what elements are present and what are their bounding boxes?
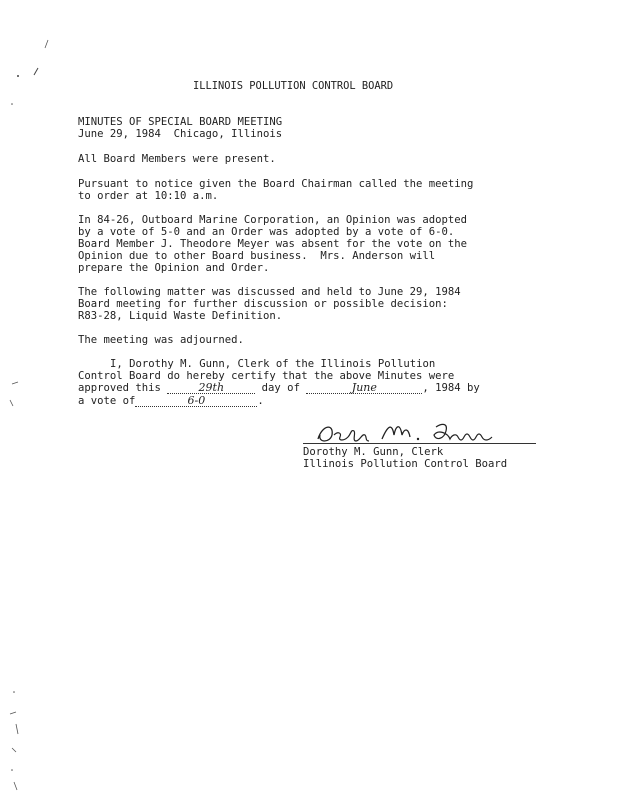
- vote-label: a vote of: [78, 395, 136, 407]
- signer-name: Dorothy M. Gunn, Clerk: [303, 446, 444, 458]
- signer-organization: Illinois Pollution Control Board: [303, 458, 508, 470]
- para3-line: Board meeting for further discussion or possible decision:: [78, 298, 448, 310]
- month-blank: June: [306, 382, 422, 394]
- day-of-label: day of: [255, 382, 307, 394]
- adjourned-text: The meeting was adjourned.: [78, 334, 244, 346]
- para2-line: by a vote of 5-0 and an Order was adopted by a vote of 6-0.: [78, 226, 455, 238]
- approved-label: approved this: [78, 382, 168, 394]
- year-label: , 1984 by: [422, 382, 480, 394]
- vote-period: .: [257, 395, 264, 407]
- para3-line: R83-28, Liquid Waste Definition.: [78, 310, 283, 322]
- certification-line: I, Dorothy M. Gunn, Clerk of the Illinois Pollution: [110, 358, 436, 370]
- para1-line: Pursuant to notice given the Board Chairman called the meeting: [78, 178, 474, 190]
- para3-line: The following matter was discussed and held to June 29, 1984: [78, 286, 461, 298]
- para2-line: prepare the Opinion and Order.: [78, 262, 270, 274]
- para1-line: to order at 10:10 a.m.: [78, 190, 219, 202]
- minutes-title: MINUTES OF SPECIAL BOARD MEETING: [78, 116, 283, 128]
- attendance-text: All Board Members were present.: [78, 153, 276, 165]
- vote-blank: 6-0: [135, 395, 257, 407]
- board-header: ILLINOIS POLLUTION CONTROL BOARD: [193, 80, 394, 92]
- meeting-date-location: June 29, 1984 Chicago, Illinois: [78, 128, 283, 140]
- para2-line: Opinion due to other Board business. Mrs. Anderson will: [78, 250, 436, 262]
- certification-line: Control Board do hereby certify that the above Minutes were: [78, 370, 455, 382]
- day-blank: 29th: [167, 382, 255, 394]
- para2-line: In 84-26, Outboard Marine Corporation, an Opinion was adopted: [78, 214, 468, 226]
- para2-line: Board Member J. Theodore Meyer was absent for the vote on the: [78, 238, 468, 250]
